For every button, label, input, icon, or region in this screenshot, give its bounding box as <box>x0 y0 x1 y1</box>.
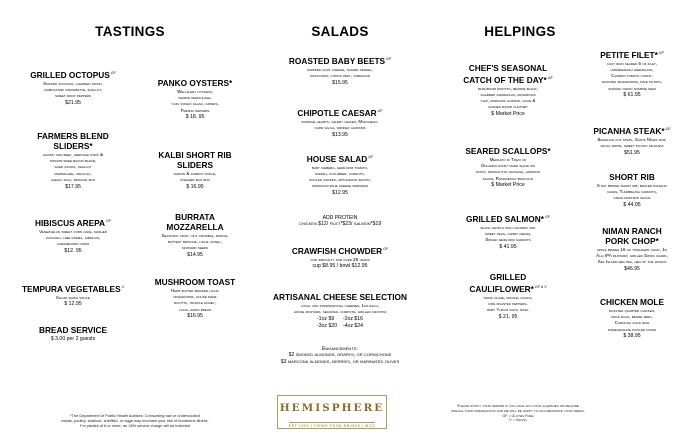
item-price: $ 44.95 <box>623 202 641 209</box>
item-description: black lentils with chorizo and sweet peas, caper cream, Spiced heirloom carrots <box>480 224 536 243</box>
item-price: $12.95 <box>332 190 348 197</box>
menu-item-grilled-cauliflower <box>450 272 566 320</box>
item-price: $ 16.95 <box>186 183 204 190</box>
item-description: Smoked avocado, charred onion, chimichurri vinaigrette, shallot, sweet drop peppers <box>43 80 103 99</box>
item-description: Kecap manis sauce <box>56 294 90 300</box>
menu-item-hibiscus-arepa <box>10 216 136 254</box>
item-price: $ 21. 95 <box>498 313 518 320</box>
menu-item-artisanal-cheese-selection <box>240 292 440 329</box>
gluten-free-tag: GF <box>547 76 553 80</box>
item-price: $13.95 <box>332 131 348 138</box>
menu-item-short-rib <box>572 172 692 209</box>
allergy-note: Please notify your server if you have any food allergies or require special food preparation and we will be happy to accommodate your needs. GF = Gluten Free V = Vegan <box>451 404 585 423</box>
item-name: ROASTED BABY $BEETS^{GF}$ <box>288 55 392 66</box>
item-name: TEMPURA $VEGETABLES^V$ <box>21 283 125 294</box>
item-name: CHICKEN MOLE <box>599 297 665 307</box>
item-description: Herb butter braised local mushrooms, house made ricotta, truffle honey, local grain bread <box>170 288 220 312</box>
add-protein-block <box>250 215 430 228</box>
item-description: Venezuelan sweet corn cake, mashed avocado, lime crema, hibiscus, caramelized onion <box>39 228 107 247</box>
add-protein-options: chicken $12/ filet*$23/ salmon*$19 <box>298 221 382 227</box>
menu-item-chipotle-caesar <box>250 106 430 138</box>
menu-item-burrata-mozzarella <box>137 212 253 259</box>
gluten-free-tag: GF <box>386 57 392 61</box>
item-name: GRILLED SALMON*$^{GF}$ <box>466 213 550 224</box>
enhancements-heading: Enhancements: <box>322 346 358 352</box>
add-protein-heading: ADD PROTEIN <box>322 215 358 221</box>
item-name: SHORT RIB <box>609 172 655 182</box>
item-description: romaine hearts, celery leaves, Manchego, corn salsa, smoked almonds <box>301 118 379 130</box>
item-price: $12. 95 <box>64 247 82 254</box>
item-description: Seasonal fruit, nut crumble, endive, buttery brioche, local honey, mustard seeds <box>161 233 229 251</box>
menu-item-grilled-octopus <box>15 68 131 106</box>
gluten-free-tag: GF <box>110 71 116 75</box>
item-name: FARMERS BLEND SLIDERS* <box>37 131 109 151</box>
gluten-free-vegan-tag: GF & V <box>534 285 547 289</box>
menu-item-mushroom-toast <box>140 277 250 320</box>
gluten-free-tag: GF <box>368 155 374 159</box>
vegan-tag: V <box>121 285 125 289</box>
gluten-free-tag: GF <box>106 219 112 223</box>
enhancements-block <box>240 346 440 365</box>
item-name: PANKO OYSTERS* <box>157 78 233 88</box>
logo-tagline: EST 1990 | VIEWS FOOD DRINKS | MCO <box>288 424 376 428</box>
menu-item-panko-oysters <box>140 78 250 121</box>
section-title-tastings: TASTINGS <box>95 24 165 39</box>
hemisphere-logo <box>277 395 387 429</box>
menu-item-kalbi-short-rib-sliders <box>140 150 250 191</box>
health-advisory-note: *The Department of Public Health Advises: Consuming raw or undercooked meats, poultry, seafood, shellfish, or eggs may increase your risk of foodborne illness. For parties of 6 or more, an 18% service charge will be included <box>61 413 209 428</box>
item-price: $15.95 <box>332 79 348 86</box>
menu-item-crawfish-chowder <box>250 244 430 270</box>
item-price: $21.95 <box>65 99 81 106</box>
item-name: HOUSE $SALAD^{GF}$ <box>306 153 374 164</box>
item-description: our specialty for over 25 years <box>310 256 370 262</box>
item-description: daikon & carrot pickle, steamed bao bun <box>173 171 217 183</box>
item-price: $14.95 <box>187 252 203 259</box>
item-description: local and international cheeses, 1oz each, house mustard, seasonal compote, grilled crostini <box>293 303 387 315</box>
item-name: GRILLED CAULIFLOWER*$^{GF \& V}$ <box>469 272 547 294</box>
section-title-helpings: HELPINGS <box>484 24 556 39</box>
item-price: $ 61.95 <box>623 92 641 99</box>
section-title-salads: SALADS <box>311 24 369 39</box>
item-price: $ 18. 95 <box>185 114 205 121</box>
item-description: baby iceberg, heirloom tomato, radish, cucumber, carrots, pickled grapes, applewood bacon, tarragon blue cheese dressing <box>309 164 371 189</box>
item-description: 6 day brined short rib, brulee polenta cakes, Thumbelina carrots, grain mustard sauce <box>597 183 667 201</box>
item-description: Brazilian cut steak, Santa Maria rub, salsa verte, sweet potato feijoada <box>597 136 667 148</box>
logo-wordmark: HEMISPHERE <box>279 402 385 414</box>
item-price: -1oz $9 -2oz $16 -3oz $20 -4oz $24 <box>316 315 364 329</box>
item-price: $ Market Price <box>491 182 525 189</box>
item-price: $17.95 <box>65 183 81 190</box>
item-description: grass- fed beef, heritage pork & nitrate-free bacon blend, aged gouda, shallot marmalade, arugula, garlic aioli, brioche bun <box>43 152 103 182</box>
menu-item-chicken-mole <box>572 297 692 340</box>
item-name: ARTISANAL CHEESE SELECTION <box>273 292 407 302</box>
item-price: cup $8.95 / bowl $12.95 <box>312 263 368 270</box>
item-description: cast iron seared 6 oz filet, horseradish gremolata, Campari tomato confit, roasted mushrooms, pave potato, smoked onion soubise demi <box>601 60 663 91</box>
gluten-free-tag: GF <box>383 247 389 251</box>
item-price: $16.95 <box>187 313 203 320</box>
menu-item-grilled-salmon <box>450 212 566 250</box>
item-name: NIMAN RANCH PORK CHOP* <box>602 226 662 246</box>
menu-item-petite-filet <box>572 48 692 99</box>
gluten-free-tag: GF <box>377 109 383 113</box>
item-name: HIBISCUS $AREPA^{GF}$ <box>34 217 112 228</box>
item-price: $ 3.00 per 2 guests <box>50 335 96 342</box>
item-name: GRILLED $OCTOPUS^{GF}$ <box>30 69 116 80</box>
item-name: CHIPOTLE $CAESAR^{GF}$ <box>297 107 383 118</box>
enhancements-options: $2 smoked almonds, grapes, or cornichons $3 marcona almonds, berries, or marinated olives <box>280 352 400 365</box>
item-description: Mercato di Trevi of Orlando hand- made squid ink pasta, prosciutto sausage, saffron sauce, Romanesco broccoli <box>475 157 541 181</box>
item-name: BREAD SERVICE <box>38 325 108 335</box>
item-description: Wellfleet oysters, kewpie remoulade, yuzu kosho salad, capers, Fresno peppers <box>171 89 219 113</box>
item-name: PETITE FILET*$^{GF}$ <box>600 49 664 60</box>
item-price: $ 12.95 <box>64 301 82 308</box>
item-name: CHEF'S SEASONAL CATCH OF THE DAY*$^{GF}$ <box>463 63 553 85</box>
item-name: PICANHA STEAK*$^{GF}$ <box>593 125 671 136</box>
item-description: tahini glaze, panang coulis, fire roasted peppers, baby Yukon gold, basil <box>483 294 533 313</box>
item-name: BURRATA MOZZARELLA <box>166 212 224 232</box>
item-price: $46.95 <box>624 266 640 273</box>
item-description: roasted quarter chicken, mole rojo, benne seed, Carolina gold rice pomegranate pickled onion <box>607 308 657 332</box>
item-description: apple brined 16 oz tomahawk chop, Jai Alai IPA mustard, grilled Swiss chard, Sea Island red pea, hen of the woods <box>596 247 668 265</box>
gluten-free-tag: GF <box>665 127 671 131</box>
menu-item-tempura-vegetables <box>10 282 136 308</box>
item-name: KALBI SHORT RIB SLIDERS <box>158 150 232 170</box>
item-name: MUSHROOM TOAST <box>154 277 236 287</box>
item-price: $ 38.95 <box>623 333 641 340</box>
gluten-free-tag: GF <box>658 51 664 55</box>
menu-item-roasted-baby-beets <box>250 54 430 86</box>
item-name: SEARED SCALLOPS* <box>465 146 551 156</box>
item-price: $51.95 <box>624 149 640 156</box>
menu-item-farmers-blend-sliders <box>15 131 131 190</box>
item-price: $ 41.95 <box>499 243 517 250</box>
item-name: CRAWFISH $CHOWDER^{GF}$ <box>291 245 389 256</box>
menu-item-bread-service <box>15 325 131 342</box>
menu-item-seared-scallops <box>450 146 566 189</box>
item-description: mushroom risotto, beurre blanc, charred asparagus, mushroom chip, marcona almond, olive & golden raisin chutney <box>477 85 539 110</box>
menu-item-picanha-steak <box>572 124 692 156</box>
menu-item-house-salad <box>250 152 430 197</box>
item-description: whipped goat cheese, shaved fennel, pistachios, citrus zest, tarragon <box>306 66 374 78</box>
menu-item-catch-of-the-day <box>450 63 566 118</box>
menu-item-niman-ranch-pork-chop <box>572 226 692 273</box>
item-price: $ Market Price <box>491 111 525 118</box>
gluten-free-tag: GF <box>544 215 550 219</box>
